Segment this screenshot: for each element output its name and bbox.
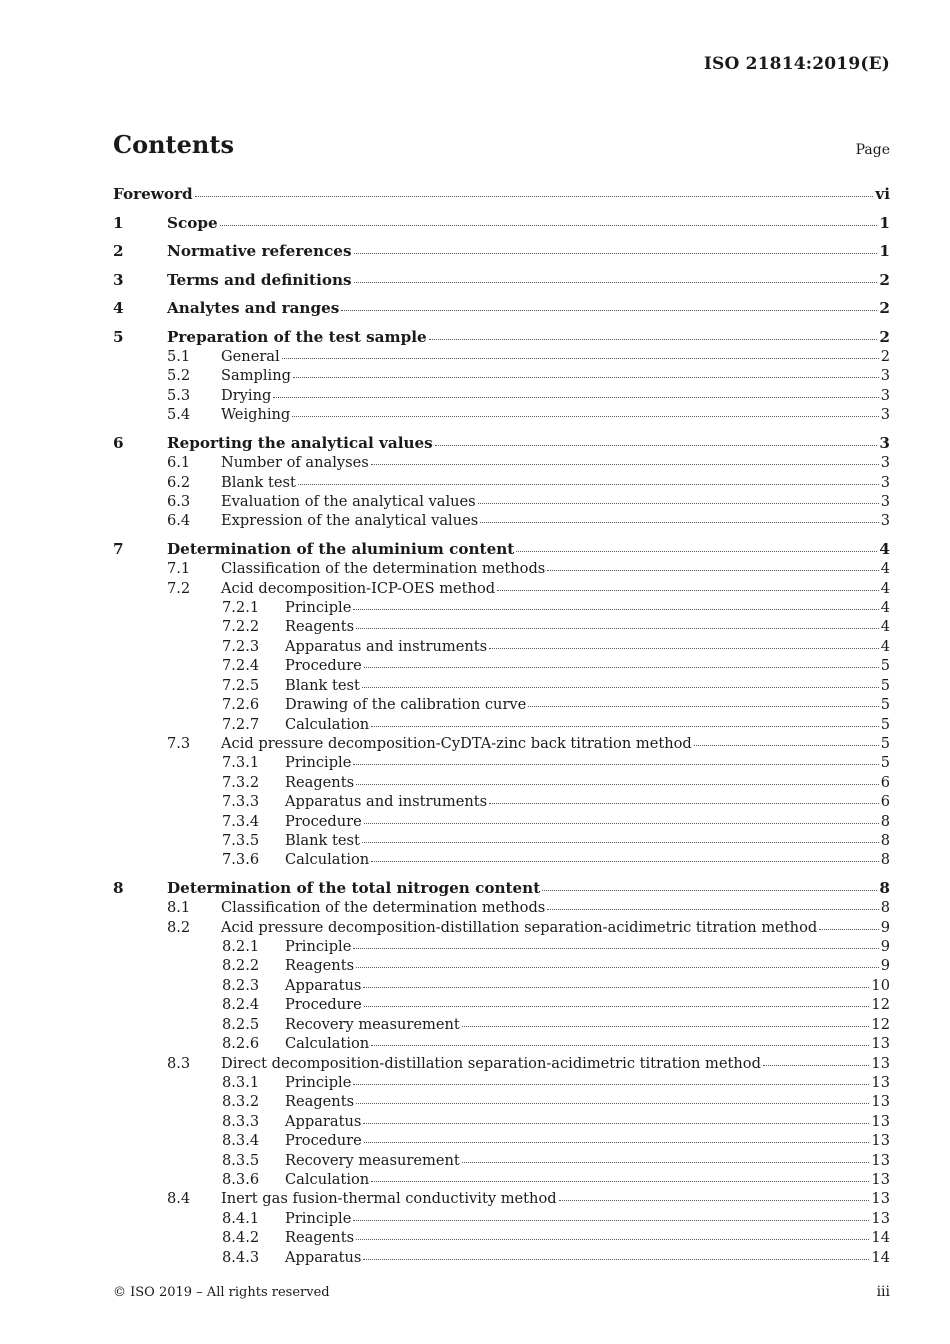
toc-entry-page: 2 [879,270,890,289]
dot-leader [559,1190,870,1201]
toc-entry-number: 7.3 [167,734,191,752]
toc-entry-number: 7.3.5 [222,831,260,849]
toc-entry-number: 7.3.3 [222,793,260,811]
toc-entry[interactable] [113,1151,890,1170]
toc-entry-title: Apparatus and instruments [285,637,488,655]
copyright-notice: © ISO 2019 – All rights reserved [113,1285,330,1300]
toc-entry-page: 13 [871,1151,890,1169]
toc-entry[interactable] [113,918,890,937]
toc-entry[interactable] [113,995,890,1014]
toc-entry-page: 4 [880,579,890,597]
toc-entry[interactable] [113,695,890,714]
toc-entry-page: 8 [879,878,890,897]
toc-entry-page: 5 [880,696,890,714]
toc-entry[interactable] [113,956,890,975]
toc-entry-page: 5 [880,754,890,772]
toc-entry-page: 13 [871,1170,890,1188]
dot-leader [497,580,879,591]
dot-leader [362,832,879,843]
toc-entry-number: 8.2 [167,918,191,936]
dot-leader [356,618,879,629]
toc-entry-title: Direct decomposition-distillation separation-acidimetric titration method [221,1054,761,1072]
toc-entry[interactable] [113,1248,890,1267]
toc-entry-page: 4 [880,618,890,636]
toc-entry[interactable] [113,937,890,956]
dot-leader [489,638,879,649]
dot-leader [480,512,878,523]
toc-entry-number: 8.1 [167,899,191,917]
toc-entry-page: 1 [879,213,890,232]
dot-leader [353,1210,869,1221]
toc-entry-number: 8.3.3 [222,1112,260,1130]
dot-leader [542,880,877,891]
toc-entry-page: 12 [871,996,890,1014]
toc-entry[interactable] [113,347,890,366]
toc-entry-title: Reporting the analytical values [167,433,433,452]
toc-entry-number: 7.3.6 [222,851,260,869]
toc-entry-title: Principle [285,1209,352,1227]
toc-entry-number: 4 [113,299,124,317]
toc-entry-page: 5 [880,734,890,752]
toc-entry[interactable] [113,434,890,454]
toc-entry-number: 8.2.6 [222,1035,260,1053]
toc-entry-page: 13 [871,1132,890,1150]
dot-leader [371,851,879,862]
toc-entry-page: 4 [880,637,890,655]
dot-leader [478,493,879,504]
toc-entry-title: Principle [285,1073,352,1091]
toc-entry[interactable] [113,812,890,831]
toc-entry-number: 8.3.6 [222,1170,260,1188]
dot-leader [763,1055,869,1066]
toc-entry[interactable] [113,242,890,262]
toc-entry-page: 13 [871,1112,890,1130]
toc-entry-title: Procedure [285,1132,362,1150]
toc-entry[interactable] [113,1209,890,1228]
toc-entry-number: 8.3.4 [222,1132,260,1150]
toc-entry-title: Classification of the determination methods [221,560,546,578]
toc-entry-number: 6.4 [167,512,191,530]
dot-leader [356,957,879,968]
dot-leader [547,899,878,910]
toc-entry[interactable] [113,598,890,617]
toc-entry-page: 8 [880,899,890,917]
toc-entry-number: 7.2.6 [222,696,260,714]
toc-entry[interactable] [113,850,890,869]
toc-entry-number: 7.2.4 [222,657,260,675]
toc-entry-title: Weighing [221,406,291,424]
toc-entry-page: 14 [871,1248,890,1266]
standard-identifier: ISO 21814:2019(E) [703,54,890,74]
dot-leader [220,215,878,226]
toc-entry-title: Scope [167,213,218,232]
dot-leader [516,541,877,552]
page-number: iii [876,1284,890,1300]
toc-entry-title: Principle [285,754,352,772]
toc-entry-number: 7.3.4 [222,812,260,830]
toc-entry-number: 7 [113,539,124,558]
toc-entry-page: 1 [879,242,890,260]
toc-entry-number: 8.4.2 [222,1229,260,1247]
toc-entry-page: 9 [880,938,890,956]
toc-entry-title: Expression of the analytical values [221,512,479,530]
toc-entry-title: Reagents [285,957,355,975]
toc-entry[interactable] [113,1034,890,1053]
toc-entry-page: 13 [871,1073,890,1091]
dot-leader [429,329,878,340]
dot-leader [195,186,874,197]
toc-entry-title: Preparation of the test sample [167,327,427,346]
toc-entry-title: Foreword [113,185,193,203]
toc-entry[interactable] [113,773,890,792]
toc-entry-title: Principle [285,599,352,617]
dot-leader [362,677,879,688]
dot-leader [371,454,879,465]
dot-leader [353,599,878,610]
dot-leader [462,1152,870,1163]
toc-entry-page: 5 [880,676,890,694]
toc-entry[interactable] [113,559,890,578]
toc-entry-title: Blank test [285,676,360,694]
toc-entry-title: Determination of the aluminium content [167,539,515,558]
toc-entry-page: 3 [879,433,890,452]
toc-entry[interactable] [113,734,890,753]
toc-entry-page: 9 [880,957,890,975]
dot-leader [354,272,878,283]
contents-heading: Contents [113,130,234,159]
toc-entry-page: 8 [880,812,890,830]
toc-entry-title: Recovery measurement [285,1151,460,1169]
toc-entry[interactable] [113,579,890,598]
toc-entry-title: Calculation [285,1170,370,1188]
toc-entry-title: Analytes and ranges [167,299,340,317]
toc-entry[interactable] [113,1112,890,1131]
toc-entry-page: 10 [871,976,890,994]
toc-entry-page: 3 [880,386,890,404]
toc-entry-number: 6.2 [167,473,191,491]
toc-entry[interactable] [113,1054,890,1073]
toc-entry-title: Calculation [285,851,370,869]
toc-entry-number: 7.1 [167,560,191,578]
toc-entry-title: Procedure [285,996,362,1014]
toc-entry-number: 2 [113,242,124,260]
toc-entry[interactable] [113,271,890,291]
dot-leader [353,754,878,765]
toc-entry-number: 1 [113,213,124,232]
toc-entry-page: 5 [880,657,890,675]
toc-entry-page: 3 [880,367,890,385]
toc-entry-page: 2 [879,299,890,317]
toc-entry-number: 8.4 [167,1190,191,1208]
dot-leader [353,938,878,949]
toc-entry-number: 6 [113,433,124,452]
toc-entry[interactable] [113,898,890,917]
toc-entry-page: 8 [880,831,890,849]
toc-entry-number: 8.2.1 [222,938,260,956]
toc-entry[interactable] [113,976,890,995]
toc-entry-title: Procedure [285,812,362,830]
dot-leader [356,1093,869,1104]
toc-entry-title: Procedure [285,657,362,675]
toc-entry[interactable] [113,473,890,492]
dot-leader [364,1132,870,1143]
toc-entry-page: 3 [880,454,890,472]
dot-leader [528,696,878,707]
table-of-contents [113,185,890,1267]
toc-entry-title: Reagents [285,618,355,636]
toc-entry-number: 8.2.4 [222,996,260,1014]
toc-entry-page: 2 [880,348,890,365]
toc-entry-page: 12 [871,1015,890,1033]
toc-entry-page: 13 [871,1209,890,1227]
toc-entry-title: Reagents [285,773,355,791]
toc-entry-title: Acid pressure decomposition-distillation separation-acidimetric titration method [221,918,818,936]
dot-leader [371,1171,869,1182]
toc-entry-title: Normative references [167,242,352,260]
toc-entry-number: 7.2 [167,579,191,597]
toc-entry[interactable] [113,1073,890,1092]
toc-entry-page: 13 [871,1190,890,1208]
toc-entry-page: 4 [879,539,890,558]
dot-leader [364,657,879,668]
dot-leader [371,1035,869,1046]
toc-entry[interactable] [113,540,890,560]
dot-leader [364,813,879,824]
dot-leader [273,387,878,398]
toc-entry-page: 3 [880,512,890,530]
toc-entry[interactable] [113,715,890,734]
toc-entry[interactable] [113,328,890,348]
toc-entry-number: 7.2.3 [222,637,260,655]
toc-entry-number: 5.3 [167,386,191,404]
toc-entry-number: 8 [113,878,124,897]
toc-entry-number: 7.2.2 [222,618,260,636]
toc-entry-page: vi [875,185,890,203]
toc-entry[interactable] [113,879,890,899]
toc-entry[interactable] [113,366,890,385]
toc-entry-number: 8.4.1 [222,1209,260,1227]
toc-entry-title: Apparatus [285,1248,362,1266]
dot-leader [547,560,878,571]
toc-entry-number: 7.3.1 [222,754,260,772]
toc-entry-title: Calculation [285,1035,370,1053]
toc-entry-title: Classification of the determination methods [221,899,546,917]
toc-entry-page: 9 [880,918,890,936]
toc-entry-title: Recovery measurement [285,1015,460,1033]
toc-entry[interactable] [113,831,890,850]
dot-leader [371,716,879,727]
toc-entry-page: 14 [871,1229,890,1247]
toc-entry-number: 5.4 [167,406,191,424]
toc-entry[interactable] [113,676,890,695]
dot-leader [282,348,879,359]
toc-entry-page: 4 [880,599,890,617]
toc-entry[interactable] [113,185,890,205]
toc-entry-number: 8.4.3 [222,1248,260,1266]
toc-entry-number: 5.2 [167,367,191,385]
toc-entry-title: Drying [221,386,272,404]
toc-entry[interactable] [113,1189,890,1208]
toc-entry[interactable] [113,637,890,656]
dot-leader [364,996,870,1007]
toc-entry-title: Inert gas fusion-thermal conductivity method [221,1190,557,1208]
toc-entry-page: 13 [871,1093,890,1111]
toc-entry-title: Reagents [285,1093,355,1111]
toc-entry-title: Blank test [221,473,296,491]
toc-entry-number: 8.3.5 [222,1151,260,1169]
toc-entry[interactable] [113,453,890,472]
toc-entry-number: 3 [113,270,124,289]
toc-entry-page: 6 [880,793,890,811]
toc-entry[interactable] [113,386,890,405]
toc-entry[interactable] [113,1170,890,1189]
toc-entry[interactable] [113,214,890,234]
toc-entry-title: General [221,348,280,365]
toc-entry-number: 8.2.2 [222,957,260,975]
toc-entry-number: 6.3 [167,492,191,510]
toc-entry-number: 6.1 [167,454,191,472]
toc-entry-title: Calculation [285,715,370,733]
dot-leader [435,435,878,446]
dot-leader [819,919,878,930]
page-column-label: Page [855,142,890,158]
toc-entry-page: 3 [880,492,890,510]
dot-leader [353,1074,869,1085]
toc-entry-number: 8.3.2 [222,1093,260,1111]
toc-entry-number: 8.3.1 [222,1073,260,1091]
dot-leader [363,1113,869,1124]
dot-leader [293,367,879,378]
dot-leader [341,300,877,311]
toc-entry-number: 5 [113,327,124,346]
toc-entry-number: 8.3 [167,1054,191,1072]
toc-entry-title: Apparatus [285,1112,362,1130]
dot-leader [354,243,878,254]
dot-leader [462,1016,870,1027]
dot-leader [694,735,879,746]
toc-entry[interactable] [113,792,890,811]
toc-entry[interactable] [113,753,890,772]
toc-entry-title: Acid decomposition-ICP-OES method [221,579,496,597]
toc-entry-page: 6 [880,773,890,791]
toc-entry-page: 5 [880,715,890,733]
toc-entry-title: Number of analyses [221,454,369,472]
toc-entry[interactable] [113,511,890,530]
toc-entry-page: 13 [871,1054,890,1072]
toc-entry-title: Blank test [285,831,360,849]
toc-entry-title: Determination of the total nitrogen content [167,878,541,897]
toc-entry-page: 3 [880,473,890,491]
toc-entry-page: 8 [880,851,890,869]
toc-entry-page: 4 [880,560,890,578]
toc-entry-title: Principle [285,938,352,956]
toc-entry-number: 7.2.7 [222,715,260,733]
toc-entry[interactable] [113,617,890,636]
toc-entry[interactable] [113,1092,890,1111]
dot-leader [298,474,879,485]
dot-leader [363,1249,869,1260]
toc-entry-title: Terms and definitions [167,270,352,289]
toc-entry[interactable] [113,1228,890,1247]
toc-entry[interactable] [113,299,890,319]
toc-entry-number: 7.2.1 [222,599,260,617]
toc-entry[interactable] [113,656,890,675]
toc-entry-title: Evaluation of the analytical values [221,492,476,510]
toc-entry-number: 5.1 [167,348,191,365]
toc-entry-page: 3 [880,406,890,424]
toc-entry[interactable] [113,1131,890,1150]
toc-entry[interactable] [113,492,890,511]
toc-entry[interactable] [113,405,890,424]
toc-entry-title: Apparatus [285,976,362,994]
toc-entry-page: 13 [871,1035,890,1053]
dot-leader [489,793,879,804]
toc-entry-title: Drawing of the calibration curve [285,696,527,714]
dot-leader [356,1229,869,1240]
dot-leader [292,406,878,417]
toc-entry[interactable] [113,1015,890,1034]
toc-entry-page: 2 [879,327,890,346]
toc-entry-number: 8.2.5 [222,1015,260,1033]
toc-entry-title: Reagents [285,1229,355,1247]
toc-entry-title: Acid pressure decomposition-CyDTA-zinc back titration method [221,734,692,752]
toc-entry-number: 7.2.5 [222,676,260,694]
toc-entry-number: 7.3.2 [222,773,260,791]
dot-leader [356,774,879,785]
toc-entry-title: Apparatus and instruments [285,793,488,811]
toc-entry-number: 8.2.3 [222,976,260,994]
dot-leader [363,977,869,988]
toc-entry-title: Sampling [221,367,291,385]
